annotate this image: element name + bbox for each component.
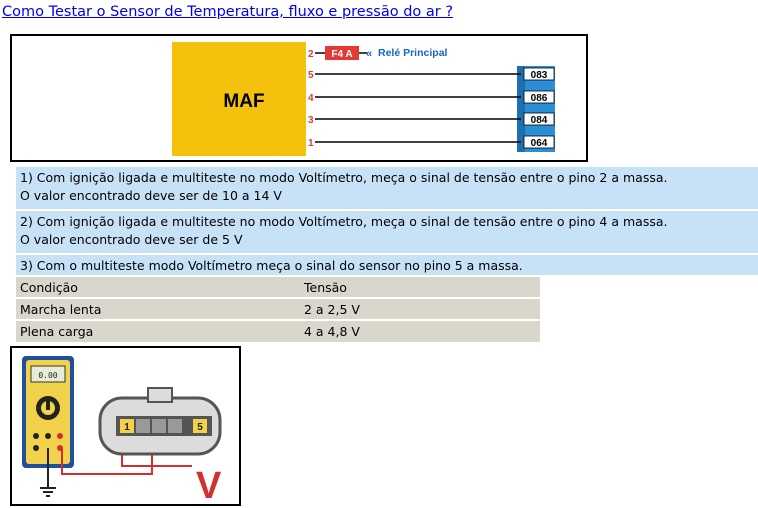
- multimeter-reading: 0.00: [38, 371, 58, 380]
- multimeter-svg: [12, 348, 239, 504]
- step-2: [16, 211, 758, 253]
- maf-label: MAF: [223, 91, 265, 112]
- table-cell: 4 a 4,8 V: [304, 324, 360, 339]
- table-header-row: [16, 277, 540, 297]
- table-row: [16, 299, 540, 319]
- pin-number-3: 3: [308, 115, 314, 126]
- terminal-086: 086: [530, 93, 548, 104]
- voltage-letter: V: [196, 465, 222, 504]
- signal-tag: S: [558, 138, 565, 149]
- terminal-064: 064: [530, 138, 548, 149]
- table-header-condition: Condição: [20, 280, 78, 295]
- chevron-left-icon: «: [366, 48, 373, 60]
- table-row: [16, 321, 540, 342]
- connector-pin-5: 5: [197, 422, 203, 433]
- signal-tag: S: [558, 70, 565, 81]
- table-cell: 2 a 2,5 V: [304, 302, 360, 317]
- step-1-line-1: 1) Com ignição ligada e multiteste no modo Voltímetro, meça o sinal de tensão entre o pino 2 a massa.: [20, 170, 668, 185]
- pin-number-1: 1: [308, 138, 314, 149]
- pin-number-2: 2: [308, 49, 314, 60]
- step-2-line-1: 2) Com ignição ligada e multiteste no modo Voltímetro, meça o sinal de tensão entre o pino 4 a massa.: [20, 214, 668, 229]
- step-1-line-2: O valor encontrado deve ser de 10 a 14 V: [20, 188, 282, 203]
- table-cell: Marcha lenta: [20, 302, 102, 317]
- step-2-line-2: O valor encontrado deve ser de 5 V: [20, 232, 243, 247]
- table-header-voltage: Tensão: [304, 280, 347, 295]
- step-1: [16, 167, 758, 209]
- connector-pin-1: 1: [124, 422, 130, 433]
- wiring-diagram-svg: [12, 36, 586, 160]
- table-cell: Plena carga: [20, 324, 94, 339]
- pin-number-4: 4: [308, 93, 314, 104]
- terminal-083: 083: [530, 70, 548, 81]
- relay-label: Relé Principal: [378, 47, 448, 59]
- wiring-diagram: [10, 34, 588, 162]
- step-3-line-1: 3) Com o multiteste modo Voltímetro meça o sinal do sensor no pino 5 a massa.: [20, 258, 523, 273]
- terminal-084: 084: [530, 115, 548, 126]
- pin-number-5: 5: [308, 70, 314, 81]
- multimeter-illustration: [10, 346, 241, 506]
- step-3: [16, 255, 758, 275]
- fuse-label: F4 A: [331, 49, 353, 60]
- page-title-link[interactable]: Como Testar o Sensor de Temperatura, fluxo e pressão do ar ?: [2, 4, 454, 20]
